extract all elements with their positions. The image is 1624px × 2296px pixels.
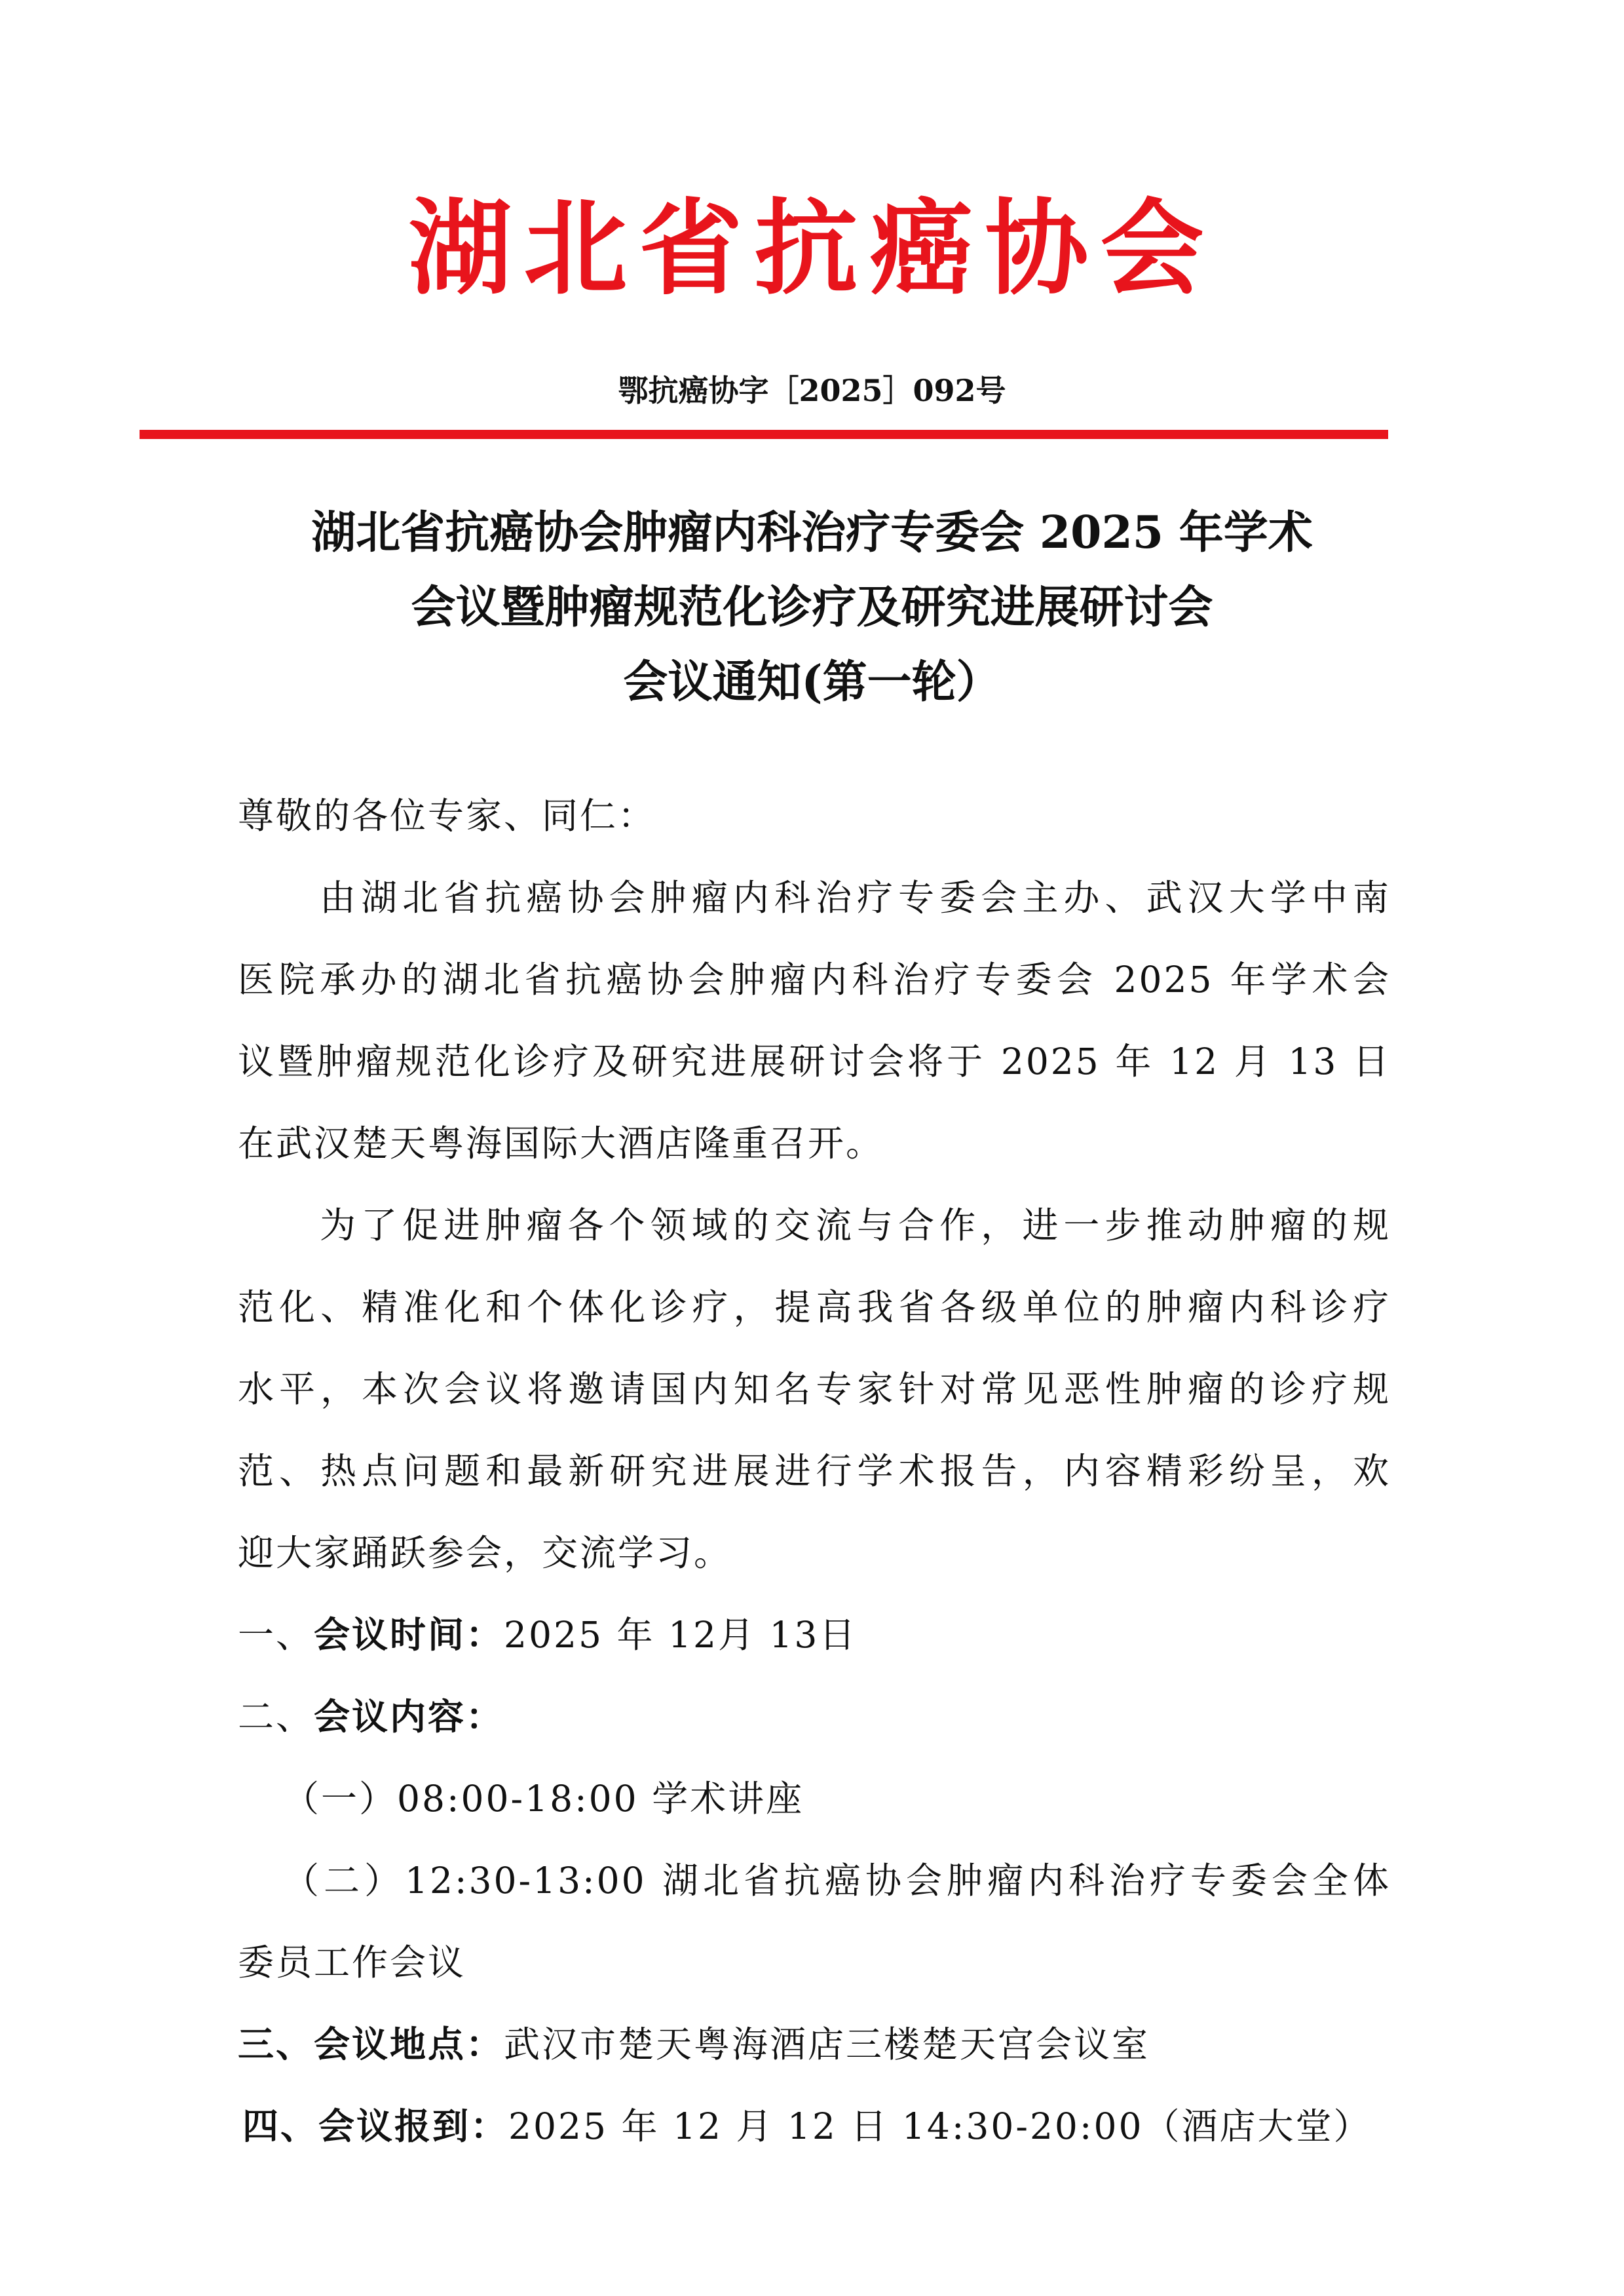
section1-label: 会议时间： [314,1613,504,1656]
organization-title: 湖北省抗癌协会 [408,189,1216,309]
notice-heading-line-3: 会议通知(第一轮） [623,656,1001,708]
section3-label: 三、会议地点： [238,2023,504,2065]
content-item-lecture: （一）08:00-18:00 学术讲座 [283,1778,804,1820]
paragraph1-line: 由湖北省抗癌协会肿瘤内科治疗专委会主办、武汉大学中南 [320,877,1391,919]
notice-heading-line-2: 会议暨肿瘤规范化诊疗及研究进展研讨会 [411,581,1213,634]
document-number: 鄂抗癌协字［2025］092号 [618,373,1006,408]
section4-value: 2025 年 12 月 12 日 14:30-20:00（酒店大堂） [508,2105,1372,2147]
content-item-committee-meeting-cont: 委员工作会议 [238,1942,466,1983]
section-meeting-content [238,1694,504,1740]
section3-value: 武汉市楚天粤海酒店三楼楚天宫会议室 [504,2023,1150,2065]
paragraph2-line: 为了促进肿瘤各个领域的交流与合作，进一步推动肿瘤的规 [320,1204,1391,1246]
section2-label: 会议内容： [314,1695,504,1738]
salutation: 尊敬的各位专家、同仁： [238,795,656,837]
section1-number: 一、 [238,1614,314,1656]
notice-heading-line-1: 湖北省抗癌协会肿瘤内科治疗专委会 2025 年学术 [311,507,1313,559]
section1-value: 2025 年 12月 13日 [504,1614,858,1656]
content-item-committee-meeting: （二）12:30-13:00 湖北省抗癌协会肿瘤内科治疗专委会全体 [283,1860,1391,1902]
section4-label: 四、会议报到： [242,2105,509,2147]
paragraph2-line: 范化、精准化和个体化诊疗，提高我省各级单位的肿瘤内科诊疗 [238,1286,1391,1328]
section-meeting-time [238,1612,857,1658]
paragraph1-line: 议暨肿瘤规范化诊疗及研究进展研讨会将于 2025 年 12 月 13 日 [238,1041,1391,1082]
paragraph2-line: 范、热点问题和最新研究进展进行学术报告，内容精彩纷呈，欢 [238,1450,1391,1492]
section2-number: 二、 [238,1696,314,1738]
section-meeting-venue [238,2021,1150,2067]
paragraph2-line: 水平，本次会议将邀请国内知名专家针对常见恶性肿瘤的诊疗规 [238,1368,1391,1410]
section-meeting-registration [242,2103,1371,2149]
paragraph1-line: 医院承办的湖北省抗癌协会肿瘤内科治疗专委会 2025 年学术会 [238,959,1391,1001]
paragraph1-line: 在武汉楚天粤海国际大酒店隆重召开。 [238,1122,884,1164]
red-divider-line [140,430,1388,439]
paragraph2-line: 迎大家踊跃参会，交流学习。 [238,1532,732,1574]
